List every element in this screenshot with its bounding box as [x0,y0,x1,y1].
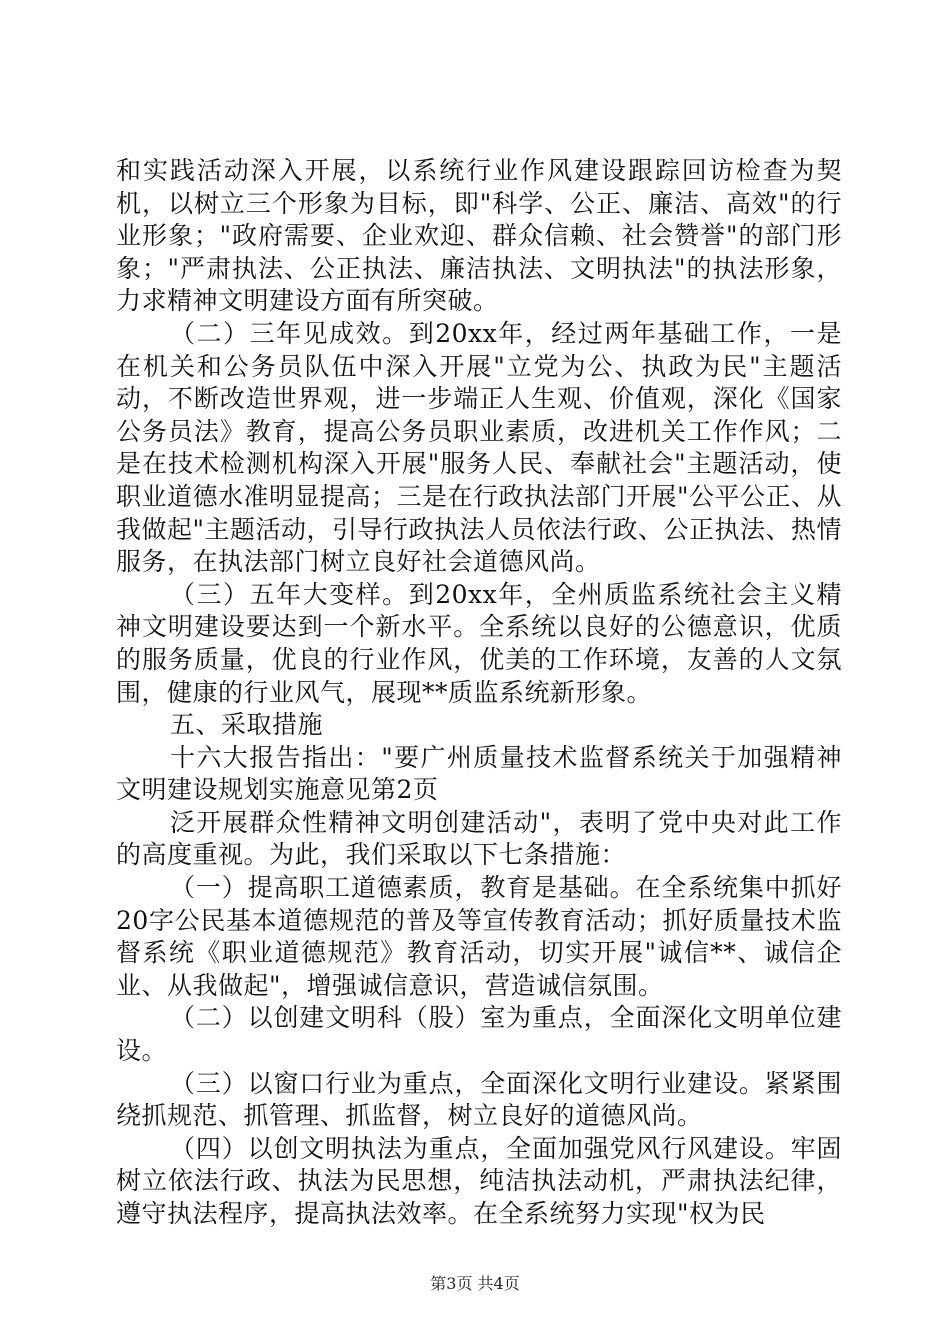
paragraph-5: 十六大报告指出："要广州质量技术监督系统关于加强精神文明建设规划实施意见第2页 [116,742,842,805]
paragraph-3: （三）五年大变样。到20xx年，全州质监系统社会主义精神文明建设要达到一个新水平。全系统以良好的公德意识，优质的服务质量，优良的行业作风，优美的工作环境，友善的人文氛围，健康的行业风气，展现**质监系统新形象。 [116,579,842,707]
page-number-footer: 第3页 共4页 [430,1274,520,1293]
paragraph-8: （二）以创建文明科（股）室为重点，全面深化文明单位建设。 [116,1003,842,1066]
paragraph-1: 和实践活动深入开展，以系统行业作风建设跟踪回访检查为契机，以树立三个形象为目标，即"科学、公正、廉洁、高效"的行业形象；"政府需要、企业欢迎、群众信赖、社会赞誉"的部门形象；"严肃执法、公正执法、廉洁执法、文明执法"的执法形象，力求精神文明建设方面有所突破。 [116,156,842,316]
paragraph-9: （三）以窗口行业为重点，全面深化文明行业建设。紧紧围绕抓规范、抓管理、抓监督，树立良好的道德风尚。 [116,1068,842,1131]
paragraph-2: （二）三年见成效。到20xx年，经过两年基础工作，一是在机关和公务员队伍中深入开展"立党为公、执政为民"主题活动，不断改造世界观，进一步端正人生观、价值观，深化《国家公务员法》教育，提高公务员职业素质，改进机关工作作风；二是在技术检测机构深入开展"服务人民、奉献社会"主题活动，使职业道德水准明显提高；三是在行政执法部门开展"公平公正、从我做起"主题活动，引导行政执法人员依法行政、公正执法、热情服务，在执法部门树立良好社会道德风尚。 [116,318,843,577]
document-body [116,155,842,1231]
section-heading-measures: 五、采取措施 [170,710,324,740]
paragraph-10: （四）以创文明执法为重点，全面加强党风行风建设。牢固树立依法行政、执法为民思想，纯洁执法动机，严肃执法纪律，遵守执法程序，提高执法效率。在全系统努力实现"权为民 [116,1133,842,1228]
paragraph-7: （一）提高职工道德素质，教育是基础。在全系统集中抓好20字公民基本道德规范的普及等宣传教育活动；抓好质量技术监督系统《职业道德规范》教育活动，切实开展"诚信**、诚信企业、从我做起"，增强诚信意识，营造诚信氛围。 [116,873,842,1000]
paragraph-6: 泛开展群众性精神文明创建活动"，表明了党中央对此工作的高度重视。为此，我们采取以下七条措施： [116,807,842,870]
